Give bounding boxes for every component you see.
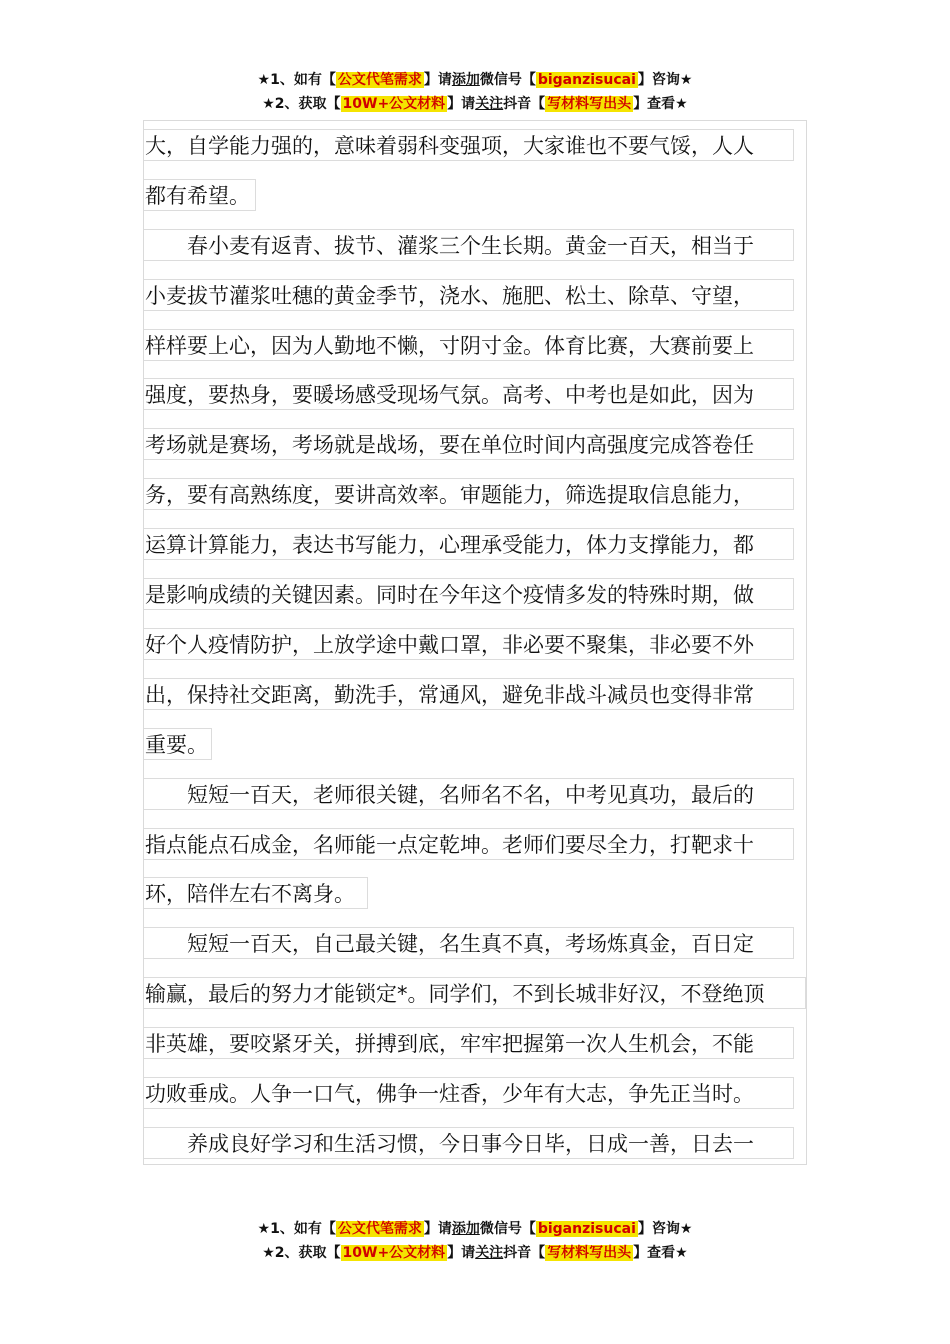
text-line: 短短一百天，老师很关键，名师名不名，中考见真功，最后的 xyxy=(144,778,794,810)
text-line: 都有希望。 xyxy=(144,179,256,211)
text-line: 功败垂成。人争一口气，佛争一炷香，少年有大志，争先正当时。 xyxy=(144,1077,794,1109)
highlight-douyin: 写材料写出头 xyxy=(547,1245,632,1261)
footer-text-underlined: 添加 xyxy=(451,1221,480,1237)
footer-line-2 xyxy=(0,1241,950,1265)
footer-text: 】请 xyxy=(423,1221,452,1237)
text-line: 环，陪伴左右不离身。 xyxy=(144,877,368,909)
footer-text: ★2、获取【 xyxy=(262,1245,341,1261)
text-line: 短短一百天，自己最关键，名生真不真，考场炼真金，百日定 xyxy=(144,927,794,959)
text-line: 考场就是赛场，考场就是战场，要在单位时间内高强度完成答卷任 xyxy=(144,428,794,460)
header-text-underlined: 关注 xyxy=(475,96,504,112)
header-text: 】请 xyxy=(423,72,452,88)
header-text: 抖音【 xyxy=(503,96,546,112)
highlight-materials: 10W+公文材料 xyxy=(342,96,446,112)
highlight-service: 公文代笔需求 xyxy=(337,1221,422,1237)
header-text: 】查看★ xyxy=(633,96,688,112)
header-line-1 xyxy=(0,68,950,92)
text-line: 养成良好学习和生活习惯，今日事今日毕，日成一善，日去一 xyxy=(144,1127,794,1159)
footer-text-underlined: 关注 xyxy=(475,1245,504,1261)
text-line: 出，保持社交距离，勤洗手，常通风，避免非战斗减员也变得非常 xyxy=(144,678,794,710)
text-line: 务，要有高熟练度，要讲高效率。审题能力，筛选提取信息能力， xyxy=(144,478,794,510)
highlight-wechat-id: biganzisucai xyxy=(537,1221,636,1237)
header-banner xyxy=(0,68,950,116)
highlight-materials: 10W+公文材料 xyxy=(342,1245,446,1261)
text-line: 大，自学能力强的，意味着弱科变强项，大家谁也不要气馁，人人 xyxy=(144,129,794,161)
header-text: ★2、获取【 xyxy=(262,96,341,112)
text-line: 重要。 xyxy=(144,728,212,760)
footer-text: 】请 xyxy=(447,1245,476,1261)
highlight-service: 公文代笔需求 xyxy=(337,72,422,88)
header-text: 】请 xyxy=(447,96,476,112)
header-text: 微信号【 xyxy=(479,72,536,88)
text-line: 小麦拔节灌浆吐穗的黄金季节，浇水、施肥、松土、除草、守望， xyxy=(144,279,794,311)
footer-text: 】查看★ xyxy=(633,1245,688,1261)
footer-text: 抖音【 xyxy=(503,1245,546,1261)
text-line: 春小麦有返青、拔节、灌浆三个生长期。黄金一百天，相当于 xyxy=(144,229,794,261)
footer-text: 】咨询★ xyxy=(637,1221,693,1237)
footer-text: ★1、如有【 xyxy=(257,1221,336,1237)
footer-text: 微信号【 xyxy=(479,1221,536,1237)
footer-banner xyxy=(0,1217,950,1265)
text-line: 指点能点石成金，名师能一点定乾坤。老师们要尽全力，打靶求十 xyxy=(144,828,794,860)
text-line: 非英雄，要咬紧牙关，拼搏到底，牢牢把握第一次人生机会，不能 xyxy=(144,1027,794,1059)
text-line: 好个人疫情防护，上放学途中戴口罩，非必要不聚集，非必要不外 xyxy=(144,628,794,660)
text-line: 是影响成绩的关键因素。同时在今年这个疫情多发的特殊时期，做 xyxy=(144,578,794,610)
header-line-2 xyxy=(0,92,950,116)
header-text: ★1、如有【 xyxy=(257,72,336,88)
text-line: 强度，要热身，要暖场感受现场气氛。高考、中考也是如此，因为 xyxy=(144,378,794,410)
highlight-wechat-id: biganzisucai xyxy=(537,72,636,88)
footer-line-1 xyxy=(0,1217,950,1241)
highlight-douyin: 写材料写出头 xyxy=(547,96,632,112)
text-line: 样样要上心，因为人勤地不懒，寸阴寸金。体育比赛，大赛前要上 xyxy=(144,329,794,361)
header-text: 】咨询★ xyxy=(637,72,693,88)
header-text-underlined: 添加 xyxy=(451,72,480,88)
text-line: 输赢，最后的努力才能锁定*。同学们，不到长城非好汉，不登绝顶 xyxy=(144,977,806,1009)
text-line: 运算计算能力，表达书写能力，心理承受能力，体力支撑能力，都 xyxy=(144,528,794,560)
